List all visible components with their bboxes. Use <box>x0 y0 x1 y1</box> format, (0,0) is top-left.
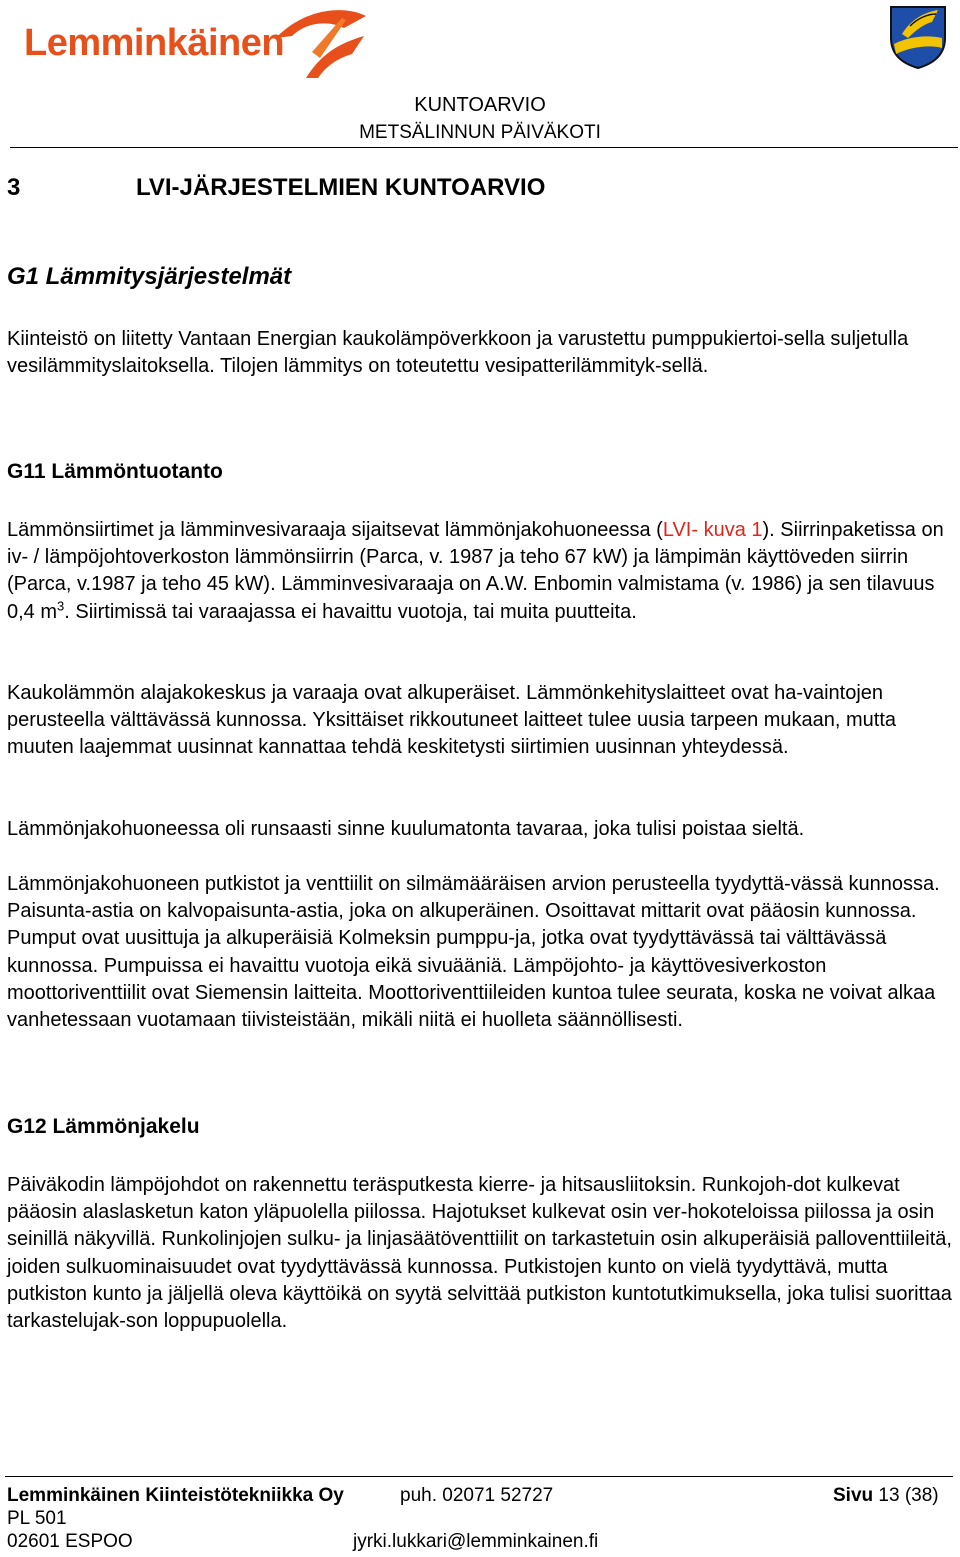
g12-paragraph: Päiväkodin lämpöjohdot on rakennettu teräsputkesta kierre- ja hitsausliitoksin. Runkojoh-dot kulkevat pääosin alaslasketun katon yläpuolella piilossa. Hajotukset kulkevat osin ver-hokoteloissa piilossa ja osin seinillä näkyvillä. Runkolinjojen sulku- ja linjasäätöventtiilit on tarkastetuin osin alkuperäisiä palloventtiileitä, joiden sulkuominaisuudet ovat tyydyttävässä kunnossa. Putkistojen kunto on vielä tyydyttävä, mutta putkiston kunto ja jäljellä oleva käyttöikä on syytä selvittää putkiston kuntotutkimuksella, joka tulisi suorittaa tarkastelujak-son loppupuolella. <box>7 1174 952 1333</box>
g11-p1-text: Lämmönsiirtimet ja lämminvesivaraaja sijaitsevat lämmönjakohuoneessa ( <box>7 519 663 541</box>
section-heading-g1: G1 Lämmitysjärjestelmät <box>7 263 292 290</box>
g11-p1-text-end: . Siirtimissä tai varaajassa ei havaittu vuotoja, tai muita puutteita. <box>64 600 637 623</box>
company-logo <box>22 8 352 80</box>
g11-paragraph-1 <box>7 517 953 626</box>
footer-page-label: Sivu <box>833 1485 874 1506</box>
section-heading-g11: G11 Lämmöntuotanto <box>7 460 223 483</box>
footer-company: Lemminkäinen Kiinteistötekniikka Oy <box>7 1485 344 1506</box>
section-heading-g12: G12 Lämmönjakelu <box>7 1115 200 1138</box>
g11-paragraph-3: Lämmönjakohuoneessa oli runsaasti sinne kuulumatonta tavaraa, joka tulisi poistaa sieltä. <box>7 818 805 840</box>
g11-p1-text-cont: ). Siirrinpaketissa on iv- / lämpöjohtoverkoston lämmönsiirrin (Parca, v. 1987 ja teho 67 kW) ja lämpimän käyttöveden siirrin (Parca, v.1987 ja teho 45 kW). Lämminvesivaraaja on A.W. Enbomin valmistama (v. 1986) ja sen tilavuus 0,4 m <box>7 519 944 623</box>
g1-paragraph: Kiinteistö on liitetty Vantaan Energian kaukolämpöverkkoon ja varustettu pumppukiertoi-sella suljetulla vesilämmityslaitoksella. Tilojen lämmitys on toteutettu vesipatterilämmityk-sellä. <box>7 328 909 378</box>
chapter-title: LVI-JÄRJESTELMIEN KUNTOARVIO <box>136 174 546 201</box>
g11-paragraph-4: Lämmönjakohuoneen putkistot ja venttiilit on silmämääräisen arvion perusteella tyydyttä-vässä kunnossa. Paisunta-astia on kalvopaisunta-astia, joka on alkuperäinen. Osoittavat mittarit ovat pääosin kunnossa. Pumput ovat uusittuja ja alkuperäisiä Kolmeksin pumppu-ja, jotka ovat tyydyttävässä tai välttävässä kunnossa. Pumpuissa ei havaittu vuotoja eikä sivuääniä. Lämpöjohto- ja käyttövesiverkoston moottoriventtiilit ovat Siemensin laitteita. Moottoriventtiileiden kuntoa tulee seurata, koska ne voivat alkaa vanhetessaan vuotamaan tiivisteistään, mikäli niitä ei huolleta säännöllisesti. <box>7 873 940 1032</box>
municipal-crest-icon <box>888 4 948 70</box>
footer-email[interactable]: jyrki.lukkari@lemminkainen.fi <box>353 1531 599 1552</box>
figure-reference-link[interactable]: LVI- kuva 1 <box>662 519 763 541</box>
document-subtitle: METSÄLINNUN PÄIVÄKOTI <box>359 122 601 143</box>
footer-city: 02601 ESPOO <box>7 1531 133 1552</box>
superscript-3: 3 <box>57 597 65 613</box>
footer-rule <box>5 1476 953 1477</box>
footer-page-number: 13 (38) <box>878 1485 939 1506</box>
header-divider <box>10 120 950 121</box>
footer-phone: puh. 02071 52727 <box>400 1485 554 1506</box>
logo-swoosh-icon <box>272 8 370 80</box>
chapter-number: 3 <box>7 174 21 201</box>
logo-wordmark: Lemminkäinen <box>24 22 285 64</box>
header-underline <box>10 147 958 148</box>
footer-page <box>833 1485 939 1507</box>
g11-paragraph-2: Kaukolämmön alajakokeskus ja varaaja ovat alkuperäiset. Lämmönkehityslaitteet ovat ha-vaintojen perusteella välttävässä kunnossa. Yksittäiset rikkoutuneet laitteet tulee uusia tarpeen mukaan, mutta muuten laajemmat uusinnat kannattaa tehdä keskitetysti siirtimien uusinnan yhteydessä. <box>7 682 897 759</box>
document-title: KUNTOARVIO <box>414 94 546 116</box>
footer-pobox: PL 501 <box>7 1508 67 1529</box>
